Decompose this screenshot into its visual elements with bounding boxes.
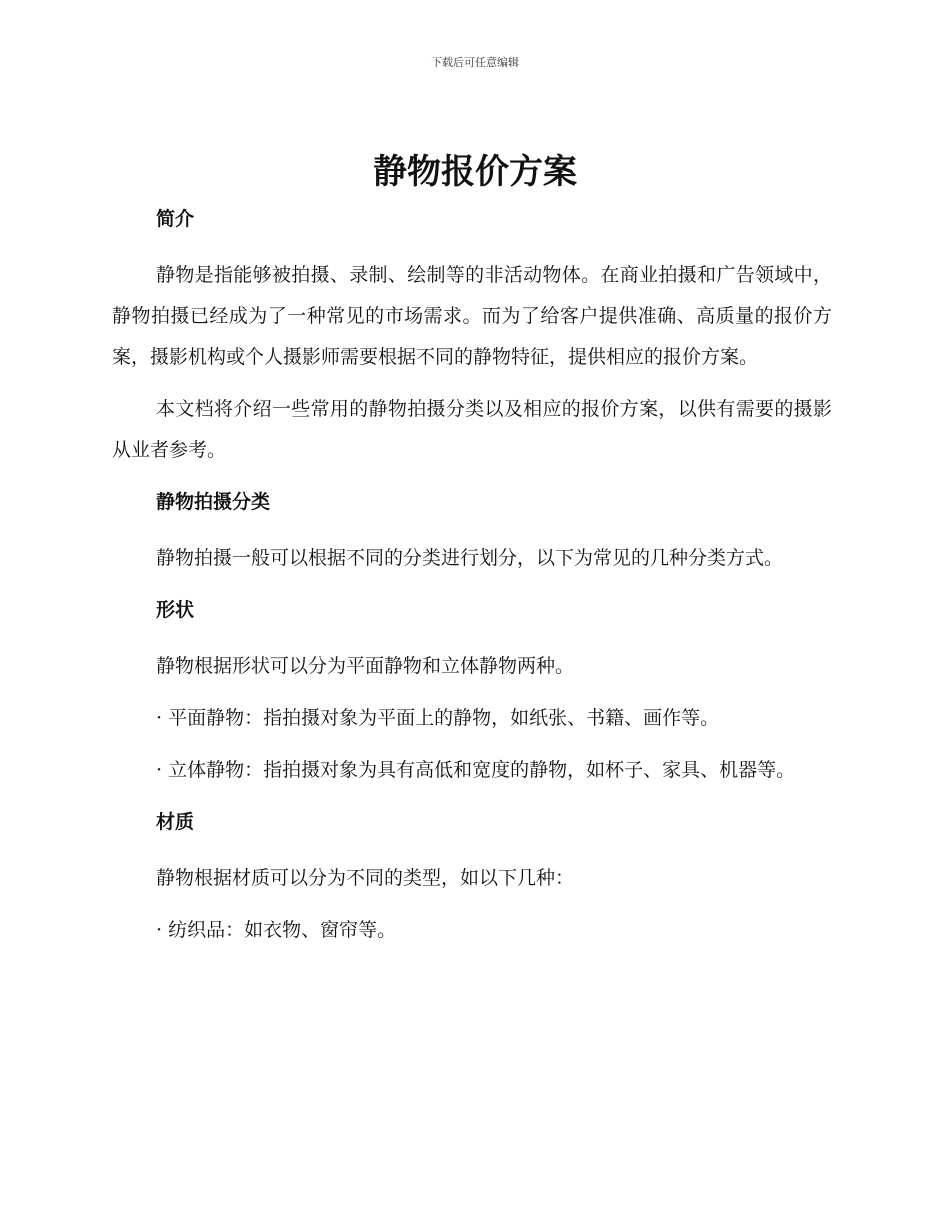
paragraph: 静物拍摄一般可以根据不同的分类进行划分，以下为常见的几种分类方式。 [156, 547, 784, 569]
section-heading-material: 材质 [156, 811, 195, 833]
document-title: 静物报价方案 [373, 152, 577, 192]
bullet-item: · 立体静物：指拍摄对象为具有高低和宽度的静物，如杯子、家具、机器等。 [156, 759, 796, 781]
paragraph: 静物是指能够被拍摄、录制、绘制等的非活动物体。在商业拍摄和广告领域中，静物拍摄已经成为了一种常见的市场需求。而为了给客户提供准确、高质量的报价方案，摄影机构或个人摄影师需要根据不同的静物特征，提供相应的报价方案。 [112, 264, 832, 368]
bullet-item: · 纺织品：如衣物、窗帘等。 [156, 919, 397, 941]
document-body [112, 204, 832, 951]
section-heading-shape: 形状 [156, 599, 195, 621]
bullet-item: · 平面静物：指拍摄对象为平面上的静物，如纸张、书籍、画作等。 [156, 707, 720, 729]
section-heading-classification: 静物拍摄分类 [156, 491, 271, 513]
section-heading-intro: 简介 [156, 208, 195, 230]
paragraph: 静物根据材质可以分为不同的类型，如以下几种： [156, 867, 575, 889]
paragraph: 本文档将介绍一些常用的静物拍摄分类以及相应的报价方案，以供有需要的摄影从业者参考。 [112, 398, 832, 461]
paragraph: 静物根据形状可以分为平面静物和立体静物两种。 [156, 655, 575, 677]
header-note: 下载后可任意编辑 [431, 56, 519, 69]
